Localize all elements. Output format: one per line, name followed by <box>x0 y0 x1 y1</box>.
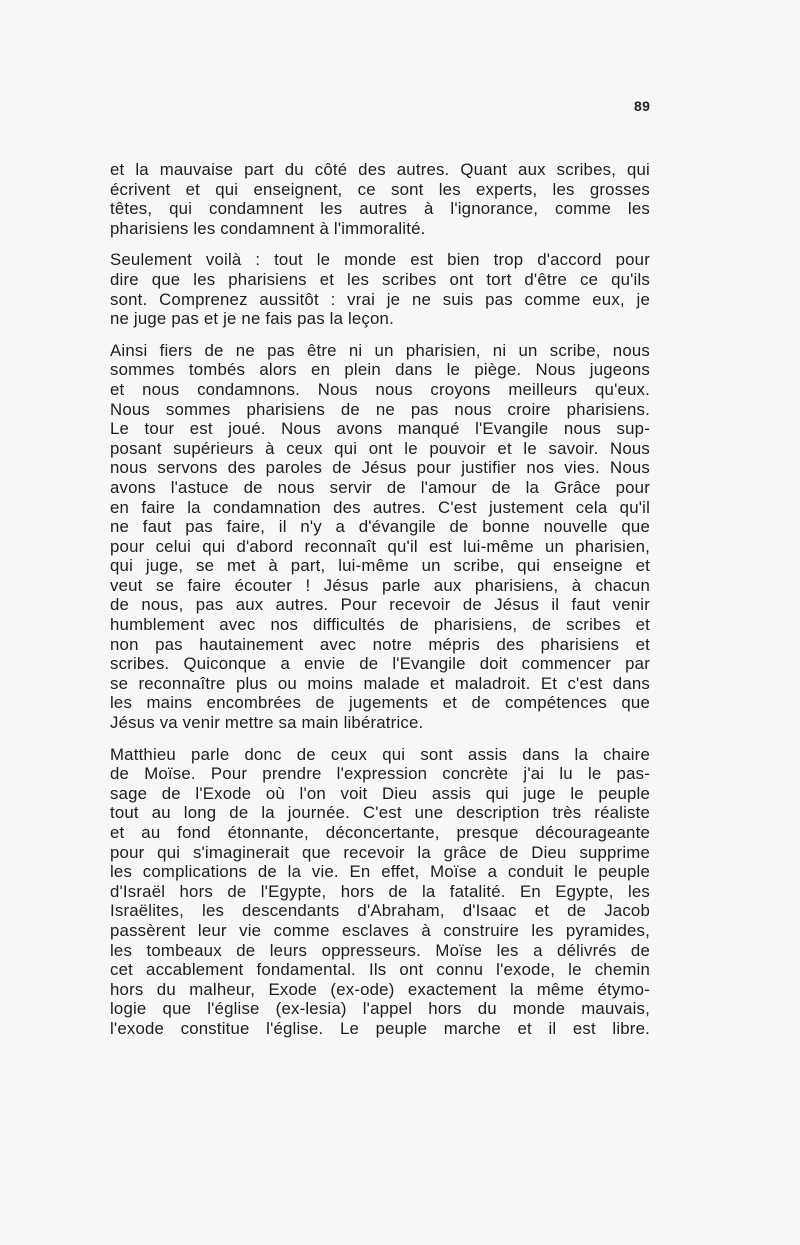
text-line: pharisiens les condamnent à l'immoralité. <box>110 218 426 238</box>
text-line: sage de l'Exode où l'on voit Dieu assis qui juge le peuple <box>110 783 650 803</box>
text-line: passèrent leur vie comme esclaves à construire les pyramides, <box>110 920 650 940</box>
text-line: les tombeaux de leurs oppresseurs. Moïse les a délivrés de <box>110 940 650 960</box>
paragraph-1 <box>110 160 650 238</box>
text-line: Jésus va venir mettre sa main libératrice. <box>110 713 424 733</box>
text-line: en faire la condamnation des autres. C'est justement cela qu'il <box>110 497 650 517</box>
paragraph-2 <box>110 250 650 328</box>
text-line: tout au long de la journée. C'est une description très réaliste <box>110 803 650 823</box>
text-line: pour celui qui d'abord reconnaît qu'il est lui-même un pharisien, <box>110 536 650 556</box>
body-text <box>110 160 650 1051</box>
text-line: posant supérieurs à ceux qui ont le pouvoir et le savoir. Nous <box>110 438 650 458</box>
paragraph-3 <box>110 341 650 733</box>
text-line: Seulement voilà : tout le monde est bien trop d'accord pour <box>110 250 650 270</box>
text-line: scribes. Quiconque a envie de l'Evangile doit commencer par <box>110 654 650 674</box>
text-line: sont. Comprenez aussitôt : vrai je ne suis pas comme eux, je <box>110 289 650 309</box>
text-line: de Moïse. Pour prendre l'expression concrète j'ai lu le pas- <box>110 764 650 784</box>
page-number: 89 <box>634 98 651 114</box>
text-line: Israëlites, les descendants d'Abraham, d'Isaac et de Jacob <box>110 901 650 921</box>
text-line: logie que l'église (ex-lesia) l'appel hors du monde mauvais, <box>110 999 650 1019</box>
text-line: Nous sommes pharisiens de ne pas nous croire pharisiens. <box>110 399 650 419</box>
text-line: et la mauvaise part du côté des autres. Quant aux scribes, qui <box>110 160 650 179</box>
text-line: non pas hautainement avec notre mépris des pharisiens et <box>110 634 650 654</box>
text-line: d'Israël hors de l'Egypte, hors de la fatalité. En Egypte, les <box>110 881 650 901</box>
text-line: têtes, qui condamnent les autres à l'ignorance, comme les <box>110 199 650 219</box>
text-line: ne juge pas et je ne fais pas la leçon. <box>110 309 394 329</box>
text-line: l'exode constitue l'église. Le peuple marche et il est libre. <box>110 1018 650 1038</box>
text-line: pour qui s'imaginerait que recevoir la grâce de Dieu supprime <box>110 842 650 862</box>
text-line: ne faut pas faire, il n'y a d'évangile de bonne nouvelle que <box>110 517 650 537</box>
text-line: sommes tombés alors en plein dans le piège. Nous jugeons <box>110 360 650 380</box>
text-line: et au fond étonnante, déconcertante, presque décourageante <box>110 823 650 842</box>
text-line: Le tour est joué. Nous avons manqué l'Evangile nous sup- <box>110 419 650 439</box>
text-line: qui juge, se met à part, lui-même un scribe, qui enseigne et <box>110 556 650 576</box>
text-line: les complications de la vie. En effet, Moïse a conduit le peuple <box>110 862 650 882</box>
text-line: de nous, pas aux autres. Pour recevoir de Jésus il faut venir <box>110 595 650 615</box>
text-line: veut se faire écouter ! Jésus parle aux pharisiens, à chacun <box>110 575 650 595</box>
text-line: nous servons des paroles de Jésus pour justifier nos vies. Nous <box>110 458 650 478</box>
paragraph-4 <box>110 745 650 1039</box>
text-line: dire que les pharisiens et les scribes ont tort d'être ce qu'ils <box>110 269 650 289</box>
text-line: cet accablement fondamental. Ils ont connu l'exode, le chemin <box>110 960 650 980</box>
text-line: avons l'astuce de nous servir de l'amour de la Grâce pour <box>110 477 650 497</box>
text-line: les mains encombrées de jugements et de compétences que <box>110 693 650 713</box>
text-line: Ainsi fiers de ne pas être ni un pharisien, ni un scribe, nous <box>110 340 650 360</box>
text-line: hors du malheur, Exode (ex-ode) exactement la même étymo- <box>110 979 650 999</box>
text-line: se reconnaître plus ou moins malade et maladroit. Et c'est dans <box>110 673 650 693</box>
text-line: humblement avec nos difficultés de pharisiens, de scribes et <box>110 615 650 635</box>
text-line: et nous condamnons. Nous nous croyons meilleurs qu'eux. <box>110 379 650 399</box>
text-line: écrivent et qui enseignent, ce sont les experts, les grosses <box>110 179 650 199</box>
text-line: Matthieu parle donc de ceux qui sont assis dans la chaire <box>110 744 650 764</box>
